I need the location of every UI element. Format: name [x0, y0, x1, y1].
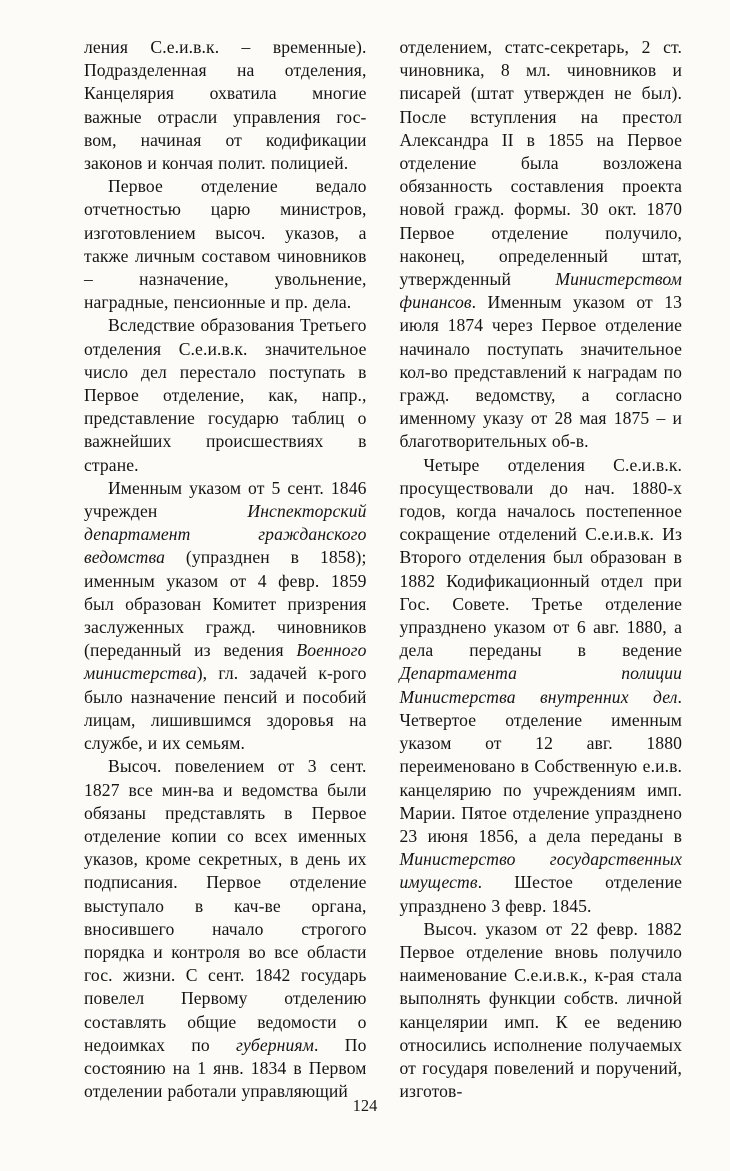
paragraph — [400, 454, 683, 918]
italic-text-run: Департамента полиции Министерства внутренних дел — [399, 663, 682, 707]
text-run: Именным указом от 5 сент. 1846 учрежден — [84, 477, 367, 522]
text-run: . Четвертое отделение именным указом от 12 авг. 1880 переименовано в Собственную е.и.в. канцелярию по учреждениям имп. Марии. Пятое отделение упразднено 23 июня 1856, а дела переданы в — [399, 686, 682, 846]
text-run: отделением, статс-секретарь, 2 ст. чиновника, 8 мл. чиновников и писарей (штат утвержден не был). После вступления на престол Александра II в 1855 на Первое отделение была возложена обязанность составления проекта новой гражд. формы. 30 окт. 1870 Первое отделение получило, наконец, определенный штат, утвержденный — [399, 37, 682, 290]
italic-text-run: Министерством финансов — [399, 269, 682, 313]
text-run: (упразднен в 1858); именным указом от 4 февр. 1859 был образован Комитет призрения заслуженных гражд. чиновников (переданный из ведения — [84, 547, 367, 661]
paragraph — [84, 175, 367, 314]
text-run: ), гл. задачей к-рого было назначение пенсий и пособий лицам, лишившимся здоровья на службе, и их семьям. — [84, 663, 367, 754]
text-run: . По состоянию на 1 янв. 1834 в Первом отделении работали управляющий — [84, 1034, 367, 1102]
text-run: . Шестое отделение упразднено 3 февр. 1845. — [399, 872, 682, 916]
italic-text-run: Инспекторский департамент гражданского ведомства — [84, 501, 367, 568]
paragraph — [400, 918, 683, 1104]
text-run: Высоч. повелением от 3 сент. 1827 все мин-ва и ведомства были обязаны представлять в Первое отделение копии со всех именных указов, кроме секретных, в день их подписания. Первое отделение выступало в кач-ве органа, вносившего начало строгого порядка и контроля во все области гос. жизни. С сент. 1842 государь повелел Первому отделению составлять общие ведомости о недоимках по — [84, 756, 367, 1055]
italic-text-run: Военного министерства — [84, 640, 367, 684]
text-run: Первое отделение ведало отчетностью царю министров, изготовлением высоч. указов, а также личным составом чиновников – назначение, увольнение, наградные, пенсионные и пр. дела. — [84, 176, 367, 313]
text-run: ления С.е.и.в.к. – временные). Подразделенная на отделения, Канцелярия охватила многие важные отрасли управления гос-вом, начиная от кодификации законов и кончая полит. полицией. — [84, 37, 367, 174]
text-run: Вследствие образования Третьего отделения С.е.и.в.к. значительное число дел перестало поступать в Первое отделение, как, напр., представление государю таблиц о важнейших происшествиях в стране. — [84, 315, 367, 475]
paragraph — [84, 314, 367, 476]
paragraph — [84, 755, 367, 1103]
italic-text-run: губерниям — [236, 1034, 315, 1055]
text-run: Высоч. указом от 22 февр. 1882 Первое отделение вновь получило наименование С.е.и.в.к., к-рая стала выполнять функции собств. личной канцелярии имп. К ее ведению относились исполнение получаемых от государя повелений и поручений, изготов- — [399, 918, 682, 1102]
text-run: Четыре отделения С.е.и.в.к. просуществовали до нач. 1880-х годов, когда началось постепенное сокращение отделений С.е.и.в.к. Из Второго отделения был образован в 1882 Кодификационный отдел при Гос. Совете. Третье отделение упразднено указом от 6 авг. 1880, а дела переданы в ведение — [399, 454, 682, 661]
page-content — [84, 36, 682, 1103]
italic-text-run: Министерство государственных имуществ — [399, 849, 682, 893]
paragraph — [84, 477, 367, 755]
page-number: 124 — [352, 1096, 378, 1115]
text-run: . Именным указом от 13 июля 1874 через Первое отделение начинало поступать значительное кол-во представлений к наградам по гражд. ведомству, а согласно именному указу от 28 мая 1875 – и благотворительных об-в. — [399, 292, 682, 452]
left-column — [84, 36, 367, 1103]
paragraph — [84, 36, 367, 175]
right-column — [400, 36, 683, 1103]
paragraph — [400, 36, 683, 454]
